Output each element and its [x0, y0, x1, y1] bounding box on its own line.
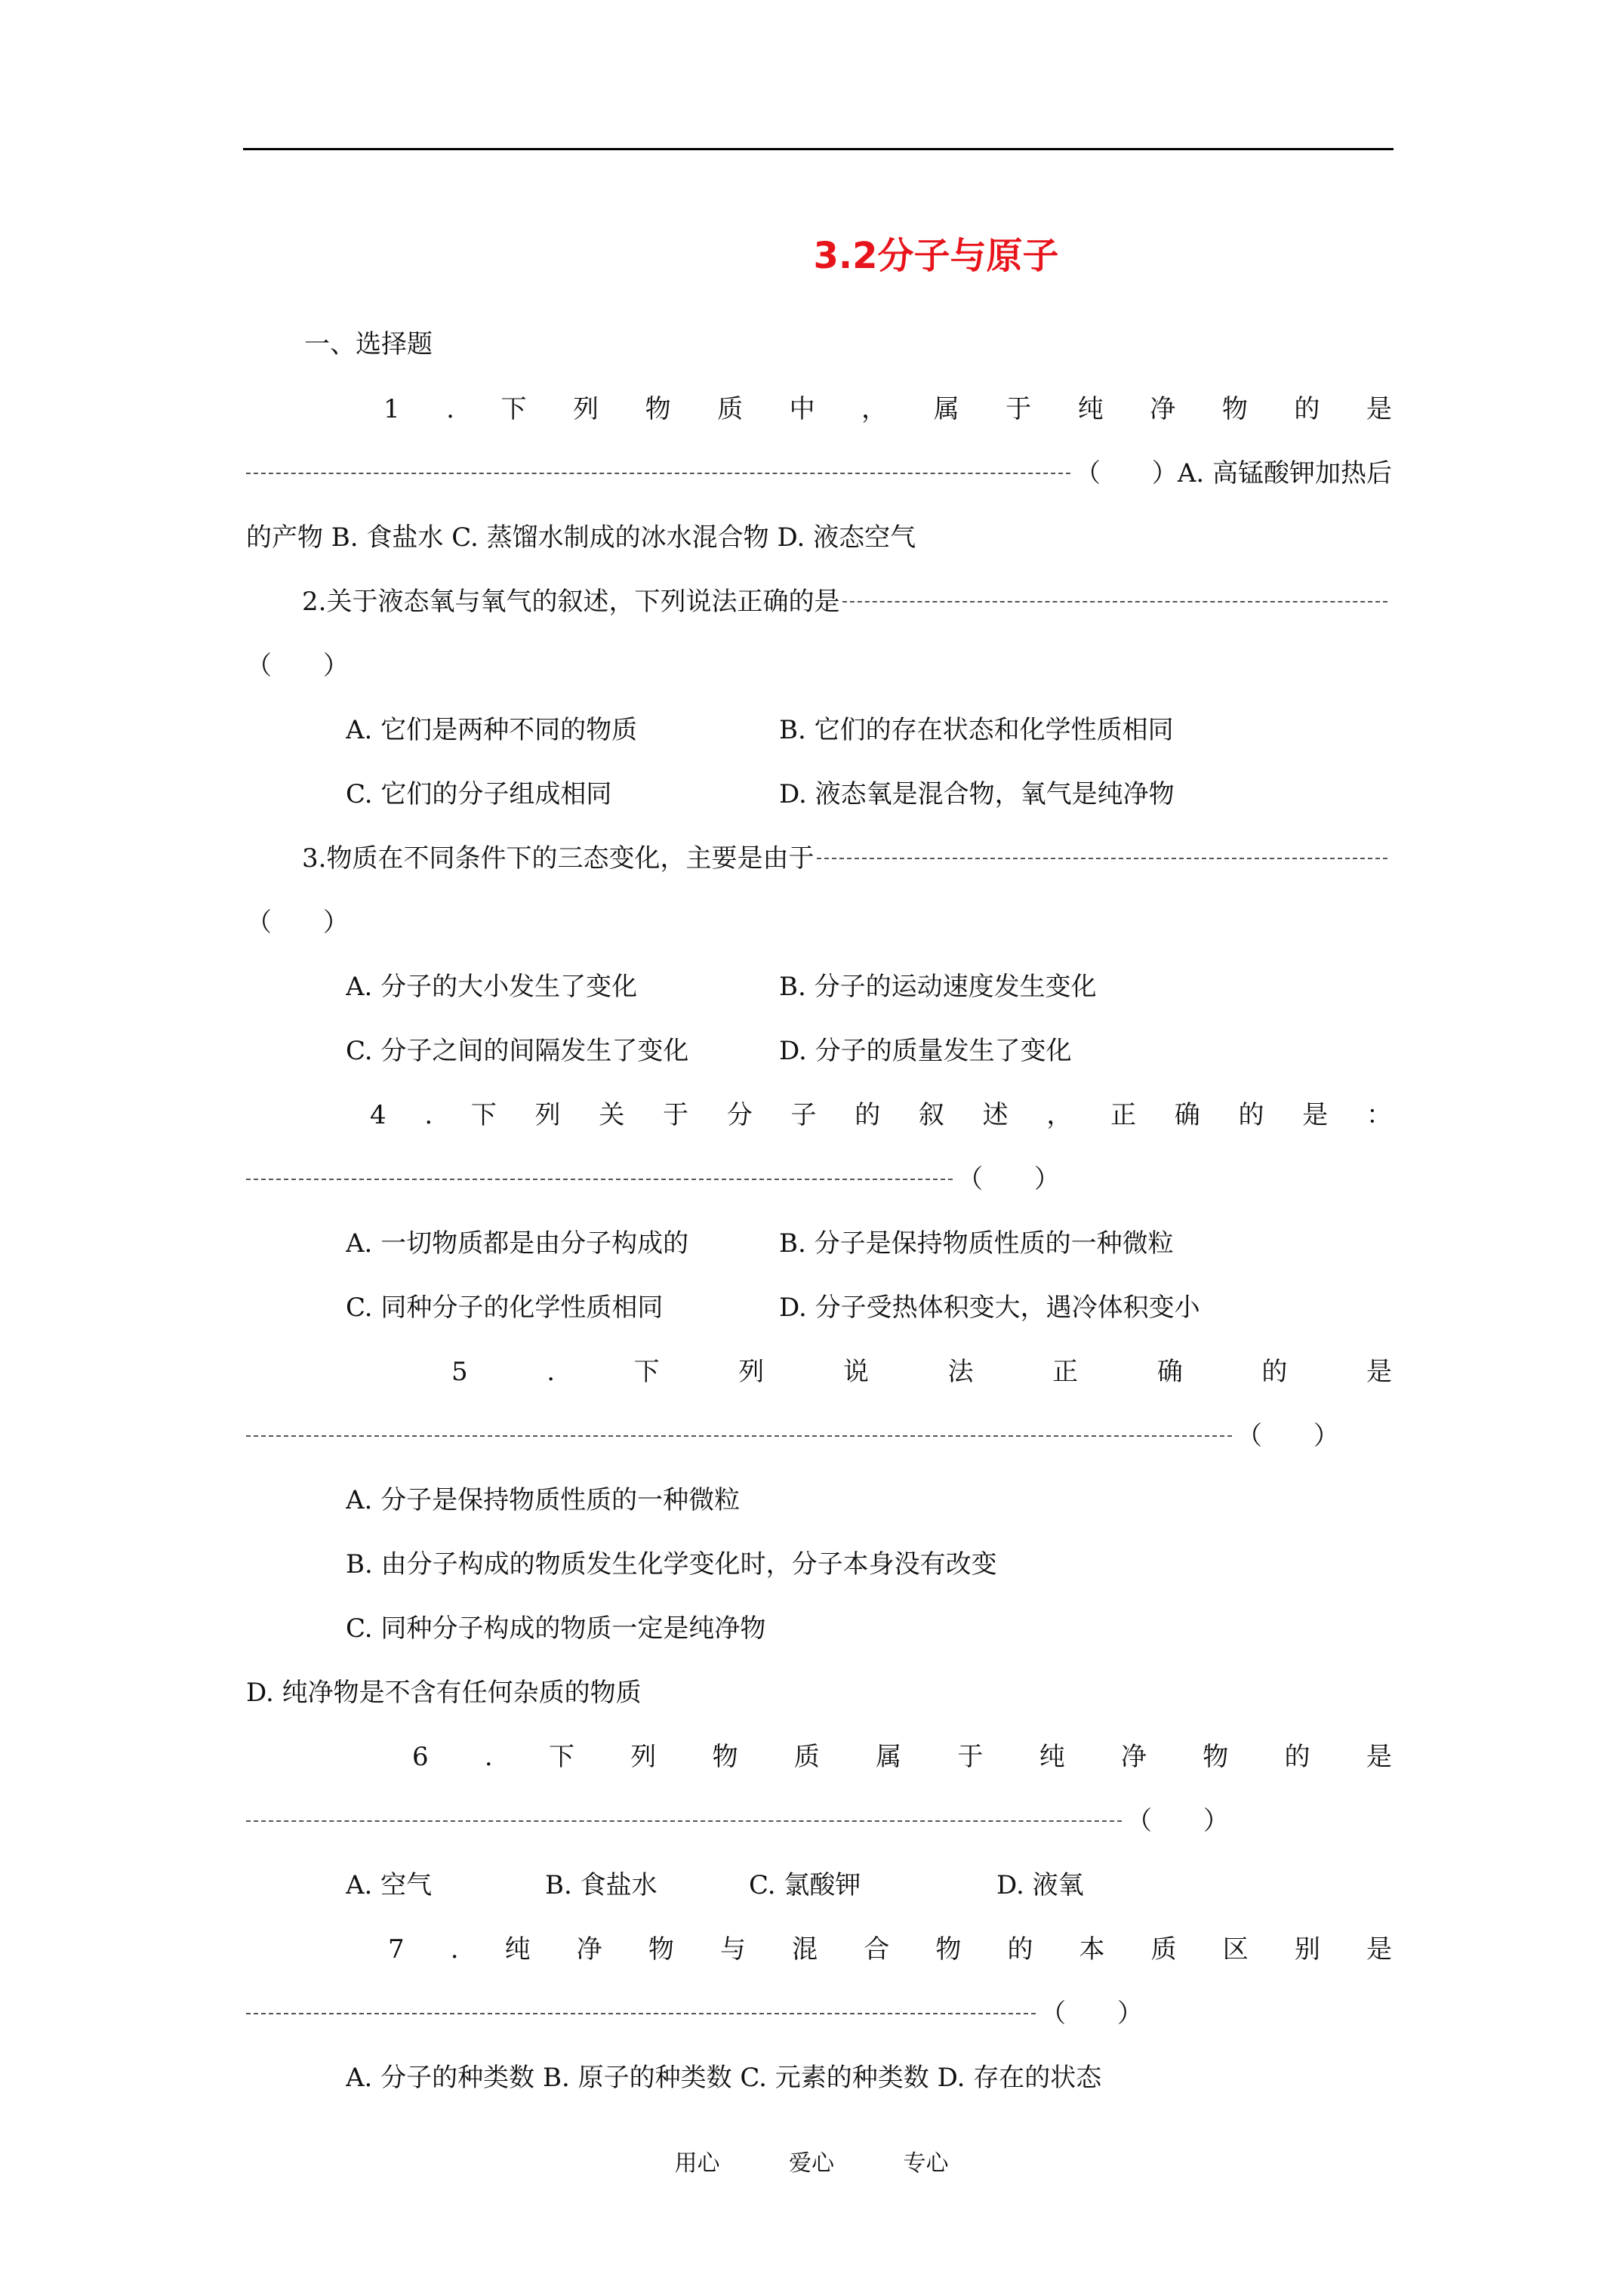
stem-char: . [484, 1742, 493, 1772]
q4-options-row2 [346, 1291, 1392, 1324]
q2-option-d: D. 液态氧是混合物，氧气是纯净物 [779, 779, 1175, 809]
q3-option-c: C. 分子之间的间隔发生了变化 [346, 1036, 689, 1066]
stem-char: 4 [370, 1100, 387, 1130]
stem-char: 质 [793, 1742, 820, 1772]
stem-char: 1 [383, 394, 400, 424]
stem-char: 物 [1203, 1742, 1229, 1772]
stem-char: 列 [738, 1357, 765, 1387]
stem-char: 于 [1006, 394, 1032, 424]
q2-options-row2 [346, 778, 1392, 811]
stem-char: 是 [1366, 1934, 1392, 1965]
q1-stem [383, 393, 1392, 426]
stem-char: . [450, 1934, 459, 1965]
q1-option-a-start: A. 高锰酸钾加热后 [1177, 458, 1392, 488]
stem-char: 列 [630, 1742, 657, 1772]
stem-char: 区 [1222, 1934, 1249, 1965]
stem-char: 说 [842, 1357, 869, 1387]
q7-stem [388, 1933, 1392, 1966]
answer-paren: （ ） [1040, 1999, 1143, 2029]
q7-options: A. 分子的种类数 B. 原子的种类数 C. 元素的种类数 D. 存在的状态 [346, 2063, 1102, 2093]
dash-fill [246, 1179, 953, 1180]
stem-char: 正 [1110, 1100, 1137, 1130]
stem-char: 纯 [1039, 1742, 1065, 1772]
stem-char: 的 [855, 1100, 881, 1130]
stem-char: 下 [549, 1742, 575, 1772]
page-footer [0, 2144, 1623, 2177]
stem-char: 于 [957, 1742, 984, 1772]
stem-char: ： [1366, 1100, 1392, 1130]
q5-option-c: C. 同种分子构成的物质一定是纯净物 [346, 1613, 766, 1644]
stem-char: 确 [1156, 1357, 1183, 1387]
stem-char: 法 [947, 1357, 974, 1387]
stem-char: 属 [933, 394, 959, 424]
stem-char: 净 [1120, 1742, 1147, 1772]
stem-char: 确 [1174, 1100, 1200, 1130]
q5-answer-line [246, 1419, 1339, 1453]
stem-char: 净 [1150, 394, 1176, 424]
stem-char: 7 [388, 1934, 405, 1965]
stem-char: 关 [599, 1100, 625, 1130]
q4-answer-line [246, 1163, 1060, 1196]
dash-fill [246, 473, 1070, 474]
stem-char: 物 [1221, 394, 1248, 424]
q3-options-row2 [346, 1034, 1392, 1068]
q3-option-d: D. 分子的质量发生了变化 [779, 1036, 1072, 1066]
stem-char: 5 [451, 1357, 468, 1387]
q3-stem [302, 842, 1392, 875]
q3-option-b: B. 分子的运动速度发生变化 [779, 972, 1097, 1002]
dash-fill [246, 2013, 1036, 2014]
q2-option-c: C. 它们的分子组成相同 [346, 779, 612, 809]
dash-fill [817, 858, 1387, 859]
q2-stem [302, 585, 1392, 618]
dash-fill [246, 1435, 1232, 1437]
stem-char: 的 [1261, 1357, 1288, 1387]
stem-char: 纯 [1077, 394, 1104, 424]
stem-char: 正 [1052, 1357, 1079, 1387]
stem-char: 本 [1079, 1934, 1105, 1965]
stem-char: 中 [789, 394, 815, 424]
answer-paren: （ ） [246, 908, 349, 938]
q3-option-a: A. 分子的大小发生了变化 [346, 972, 638, 1002]
stem-char: ， [861, 394, 888, 424]
q6-option-c: C. 氯酸钾 [749, 1870, 861, 1900]
q6-option-a: A. 空气 [346, 1870, 433, 1900]
stem-char: 是 [1366, 1742, 1392, 1772]
stem-char: 是 [1302, 1100, 1329, 1130]
stem-char: 述 [982, 1100, 1009, 1130]
q6-answer-line [246, 1804, 1229, 1838]
q6-stem [412, 1740, 1392, 1774]
stem-char: 列 [573, 394, 599, 424]
stem-char: 混 [792, 1934, 818, 1965]
q3-options-row1 [346, 970, 1392, 1003]
stem-char: 分 [726, 1100, 753, 1130]
q7-answer-line [246, 1997, 1143, 2030]
footer-motto-1: 用心 [674, 2150, 720, 2177]
stem-char: 于 [663, 1100, 689, 1130]
footer-motto-3: 专心 [903, 2150, 949, 2177]
q2-option-b: B. 它们的存在状态和化学性质相同 [779, 715, 1174, 745]
q6-options [346, 1869, 1392, 1902]
stem-char: . [547, 1357, 556, 1387]
q6-option-d: D. 液氧 [996, 1870, 1084, 1900]
stem-char: ， [1046, 1100, 1073, 1130]
stem-char: 的 [1238, 1100, 1264, 1130]
answer-paren: （ ） [1126, 1806, 1229, 1836]
q4-option-d: D. 分子受热体积变大，遇冷体积变小 [779, 1293, 1200, 1323]
stem-char: 物 [648, 1934, 674, 1965]
header-rule [243, 148, 1394, 150]
stem-char: 物 [645, 394, 671, 424]
stem-char: 下 [500, 394, 527, 424]
q5-option-b: B. 由分子构成的物质发生化学变化时，分子本身没有改变 [346, 1549, 997, 1579]
stem-char: 属 [876, 1742, 902, 1772]
stem-char: 6 [412, 1742, 429, 1772]
answer-paren: （ ） [1236, 1421, 1339, 1451]
stem-char: 的 [1007, 1934, 1033, 1965]
stem-char: 叙 [918, 1100, 944, 1130]
answer-paren: （ ） [246, 651, 349, 681]
stem-char: 子 [790, 1100, 817, 1130]
stem-char: 下 [633, 1357, 660, 1387]
q4-option-a: A. 一切物质都是由分子构成的 [346, 1228, 689, 1259]
q2-stem-text: 2.关于液态氧与氧气的叙述，下列说法正确的是 [302, 587, 840, 617]
stem-char: 是 [1366, 1357, 1392, 1387]
q5-stem [451, 1355, 1392, 1388]
stem-char: . [424, 1100, 433, 1130]
stem-char: 下 [470, 1100, 497, 1130]
stem-char: 是 [1366, 394, 1392, 424]
q4-option-b: B. 分子是保持物质性质的一种微粒 [779, 1228, 1174, 1259]
q4-stem [370, 1099, 1392, 1132]
answer-paren: （ ） [1074, 458, 1178, 488]
stem-char: 净 [576, 1934, 602, 1965]
stem-char: 与 [720, 1934, 746, 1965]
dash-fill [246, 1820, 1122, 1822]
q1-answer-line [246, 457, 1392, 490]
stem-char: 的 [1284, 1742, 1310, 1772]
stem-char: 纯 [504, 1934, 531, 1965]
page-title: 3.2分子与原子 [813, 235, 1059, 277]
q4-option-c: C. 同种分子的化学性质相同 [346, 1293, 664, 1323]
footer-motto-2: 爱心 [789, 2150, 834, 2177]
section-heading: 一、选择题 [304, 329, 433, 359]
stem-char: 质 [1150, 1934, 1177, 1965]
stem-char: 质 [717, 394, 744, 424]
stem-char: 列 [534, 1100, 561, 1130]
answer-paren: （ ） [957, 1164, 1060, 1194]
q2-option-a: A. 它们是两种不同的物质 [346, 715, 638, 745]
q6-option-b: B. 食盐水 [545, 1870, 658, 1900]
stem-char: . [446, 394, 454, 424]
q3-stem-text: 3.物质在不同条件下的三态变化，主要是由于 [302, 843, 815, 874]
stem-char: 物 [712, 1742, 738, 1772]
q4-options-row1 [346, 1227, 1392, 1260]
stem-char: 的 [1294, 394, 1320, 424]
q5-option-d: D. 纯净物是不含有任何杂质的物质 [246, 1678, 642, 1708]
q1-options: 的产物 B. 食盐水 C. 蒸馏水制成的冰水混合物 D. 液态空气 [246, 522, 916, 553]
stem-char: 物 [935, 1934, 962, 1965]
dash-fill [842, 601, 1387, 603]
stem-char: 合 [864, 1934, 890, 1965]
stem-char: 别 [1294, 1934, 1320, 1965]
q5-option-a: A. 分子是保持物质性质的一种微粒 [346, 1485, 741, 1515]
q2-options-row1 [346, 713, 1392, 747]
